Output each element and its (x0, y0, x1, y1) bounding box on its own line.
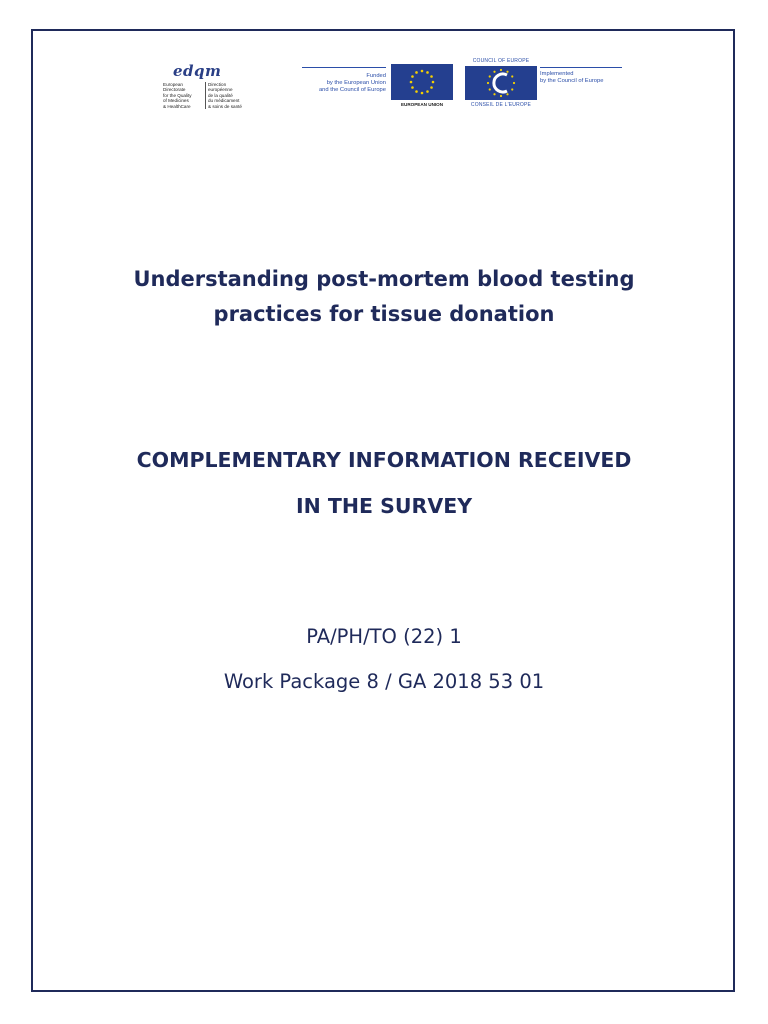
star-icon (506, 71, 508, 73)
star-icon (421, 92, 424, 95)
document-subtitle (60, 437, 708, 529)
star-icon (511, 75, 513, 77)
coe-divider (540, 67, 622, 68)
edqm-wordmark: edqm (173, 62, 222, 80)
document-title-line2: practices for tissue donation (213, 302, 555, 326)
document-subtitle-line2: IN THE SURVEY (295, 494, 473, 518)
star-icon (426, 71, 429, 74)
eu-flag-icon (391, 64, 453, 100)
coe-emblem-icon (465, 66, 537, 100)
star-icon (500, 69, 502, 71)
star-icon (421, 70, 424, 73)
coe-name-en: COUNCIL OF EUROPE (472, 58, 530, 64)
eu-divider (302, 67, 386, 68)
star-icon (487, 82, 489, 84)
star-icon (430, 75, 433, 78)
eu-label: EUROPEAN UNION (400, 102, 444, 107)
star-icon (489, 75, 491, 77)
coe-name-fr: CONSEIL DE L'EUROPE (470, 102, 532, 108)
star-icon (511, 88, 513, 90)
star-icon (411, 75, 414, 78)
star-icon (415, 71, 418, 74)
eu-funded-text: Funded by the European Union and the Council of Europe (318, 73, 386, 93)
star-icon (430, 86, 433, 89)
document-reference: PA/PH/TO (22) 1 (306, 625, 462, 648)
star-icon (506, 93, 508, 95)
star-icon (493, 71, 495, 73)
edqm-french-name: Direction européenne de la qualité du médicament & soins de santé (205, 82, 250, 109)
work-package: Work Package 8 / GA 2018 53 01 (223, 670, 545, 693)
star-icon (432, 81, 435, 84)
star-icon (500, 95, 502, 97)
star-icon (426, 90, 429, 93)
star-icon (411, 86, 414, 89)
edqm-english-name: European Directorate for the Quality of Medicines & HealthCare (163, 82, 192, 109)
star-icon (489, 88, 491, 90)
coe-implemented-text: Implemented by the Council of Europe (540, 71, 604, 84)
edqm-logo (163, 62, 253, 120)
star-icon (410, 81, 413, 84)
star-icon (415, 90, 418, 93)
document-title (60, 262, 708, 332)
document-subtitle-line1: COMPLEMENTARY INFORMATION RECEIVED (136, 448, 632, 472)
document-title-line1: Understanding post-mortem blood testing (133, 267, 635, 291)
star-icon (493, 93, 495, 95)
star-icon (513, 82, 515, 84)
